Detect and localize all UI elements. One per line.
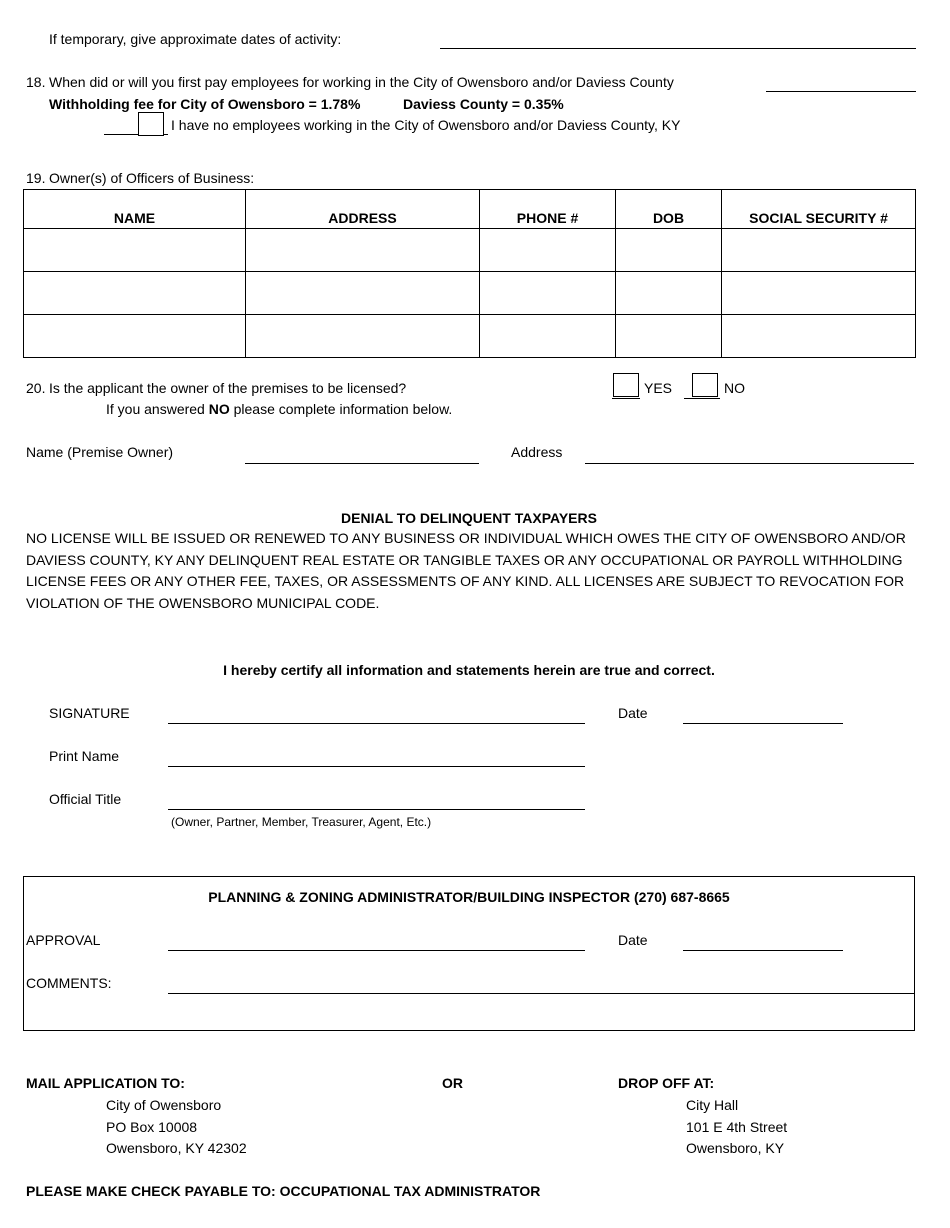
q19-label: Owner(s) of Officers of Business:	[49, 170, 255, 186]
denial-text: NO LICENSE WILL BE ISSUED OR RENEWED TO ANY BUSINESS OR INDIVIDUAL WHICH OWES THE CITY OF OWENSBORO AND/OR DAVIESS COUNTY, KY ANY DELINQUENT REAL ESTATE OR TANGIBLE TAXES OR ANY OCCUPATIONAL OR PAYROLL WITHHOLDING LICENSE FEES OR ANY OTHER FEE, TAXES, OR ASSESSMENTS OF ANY KIND. ALL LICENSES ARE SUBJECT TO REVOCATION FOR VIOLATION OF THE OWENSBORO MUNICIPAL CODE.	[26, 530, 906, 611]
owner-dob-cell[interactable]	[616, 315, 722, 358]
payable-note: PLEASE MAKE CHECK PAYABLE TO: OCCUPATIONAL TAX ADMINISTRATOR	[26, 1183, 541, 1199]
q20-instruction-post: please complete information below.	[233, 401, 453, 417]
owner-name-cell[interactable]	[24, 315, 246, 358]
q20-question: Is the applicant the owner of the premises to be licensed?	[49, 380, 407, 396]
q20-number: 20.	[26, 380, 46, 396]
premise-address-field[interactable]	[585, 463, 914, 464]
header-name: NAME	[24, 190, 246, 229]
no-employees-label: I have no employees working in the City of Owensboro and/or Daviess County, KY	[171, 117, 681, 133]
q18-question: When did or will you first pay employees for working in the City of Owensboro and/or Daviess County	[49, 74, 674, 90]
owner-phone-cell[interactable]	[480, 272, 616, 315]
approval-date-field[interactable]	[683, 950, 843, 951]
premise-owner-field[interactable]	[245, 463, 479, 464]
q20-instruction-pre: If you answered	[106, 401, 205, 417]
owner-ssn-cell[interactable]	[722, 272, 916, 315]
q20-instruction	[106, 401, 452, 417]
official-title-field[interactable]	[168, 809, 585, 810]
no-employees-checkbox[interactable]	[138, 112, 164, 136]
signature-date-label: Date	[618, 705, 648, 721]
owner-name-cell[interactable]	[24, 229, 246, 272]
q18-number: 18.	[26, 74, 46, 90]
print-name-label: Print Name	[49, 748, 120, 764]
owners-table	[23, 189, 916, 358]
signature-date-field[interactable]	[683, 723, 843, 724]
owner-ssn-cell[interactable]	[722, 315, 916, 358]
denial-title: DENIAL TO DELINQUENT TAXPAYERS	[341, 510, 597, 526]
dropoff-line2: 101 E 4th Street	[686, 1119, 788, 1135]
table-row	[24, 229, 916, 272]
owner-address-cell[interactable]	[246, 229, 480, 272]
mail-line2: PO Box 10008	[106, 1119, 198, 1135]
approval-date-label: Date	[618, 932, 648, 948]
owner-address-cell[interactable]	[246, 272, 480, 315]
planning-title: PLANNING & ZONING ADMINISTRATOR/BUILDING INSPECTOR (270) 687-8665	[208, 889, 730, 905]
official-title-hint: (Owner, Partner, Member, Treasurer, Agent, Etc.)	[171, 815, 432, 829]
header-ssn: SOCIAL SECURITY #	[722, 190, 916, 229]
no-label: NO	[724, 380, 745, 396]
comments-field[interactable]	[168, 993, 914, 994]
header-dob: DOB	[616, 190, 722, 229]
temporary-dates-field[interactable]	[440, 48, 916, 49]
dropoff-heading: DROP OFF AT:	[618, 1075, 715, 1091]
mail-heading: MAIL APPLICATION TO:	[26, 1075, 185, 1091]
owner-dob-cell[interactable]	[616, 229, 722, 272]
no-underline	[684, 398, 720, 399]
approval-field[interactable]	[168, 950, 585, 951]
mail-line3: Owensboro, KY 42302	[106, 1140, 247, 1156]
owner-address-cell[interactable]	[246, 315, 480, 358]
yes-label: YES	[644, 380, 673, 396]
print-name-field[interactable]	[168, 766, 585, 767]
premises-owner-yes-checkbox[interactable]	[613, 373, 639, 397]
q19-number: 19.	[26, 170, 46, 186]
owner-phone-cell[interactable]	[480, 315, 616, 358]
header-address: ADDRESS	[246, 190, 480, 229]
yes-underline	[612, 398, 640, 399]
premise-address-label: Address	[511, 444, 563, 460]
comments-label: COMMENTS:	[26, 975, 112, 991]
or-label: OR	[442, 1075, 463, 1091]
q18-fee-county: Daviess County = 0.35%	[403, 96, 564, 112]
owner-phone-cell[interactable]	[480, 229, 616, 272]
premises-owner-no-checkbox[interactable]	[692, 373, 718, 397]
approval-label: APPROVAL	[26, 932, 101, 948]
official-title-label: Official Title	[49, 791, 122, 807]
temporary-dates-label: If temporary, give approximate dates of activity:	[49, 31, 342, 47]
table-row	[24, 272, 916, 315]
signature-label: SIGNATURE	[49, 705, 130, 721]
certify-statement: I hereby certify all information and statements herein are true and correct.	[223, 662, 715, 678]
signature-field[interactable]	[168, 723, 585, 724]
owner-ssn-cell[interactable]	[722, 229, 916, 272]
q20-instruction-bold: NO	[208, 401, 230, 417]
q18-fee-city: Withholding fee for City of Owensboro = 1.78%	[49, 96, 361, 112]
premise-owner-label: Name (Premise Owner)	[26, 444, 174, 460]
header-phone: PHONE #	[480, 190, 616, 229]
owner-dob-cell[interactable]	[616, 272, 722, 315]
dropoff-line1: City Hall	[686, 1097, 739, 1113]
owners-table-header	[24, 190, 916, 229]
q18-date-field[interactable]	[766, 91, 916, 92]
owner-name-cell[interactable]	[24, 272, 246, 315]
mail-line1: City of Owensboro	[106, 1097, 222, 1113]
dropoff-line3: Owensboro, KY	[686, 1140, 785, 1156]
table-row	[24, 315, 916, 358]
